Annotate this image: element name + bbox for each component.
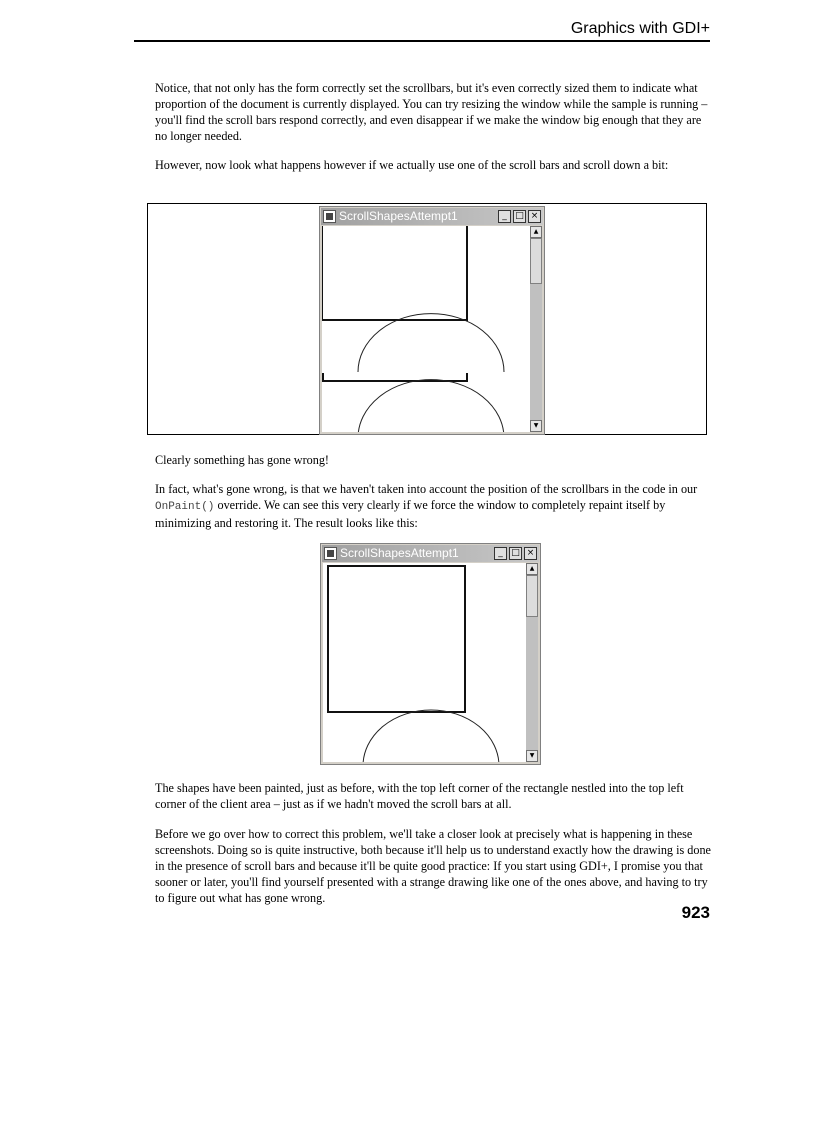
scroll-thumb[interactable]: [526, 575, 538, 617]
vertical-scrollbar[interactable]: [530, 226, 542, 432]
running-header-title: Graphics with GDI+: [570, 20, 710, 37]
window-app-icon[interactable]: [323, 210, 336, 223]
paragraph-shapes-painted: The shapes have been painted, just as before, with the top left corner of the rectangle nestled into the top left corner of the client area – just as if we hadn't moved the scroll bars at all.: [155, 781, 684, 811]
paragraph-scrollbars-sized: Notice, that not only has the form correctly set the scrollbars, but it's even correctly sized them to indicate what proportion of the document is currently displayed. You can try resizing the window while the sample is running – you'll find the scroll bars respond correctly, and even disappear if we make the window big enough that they are no longer needed.: [155, 81, 708, 143]
close-button[interactable]: ×: [524, 547, 537, 560]
repainted-shapes: [323, 563, 526, 762]
paragraph-something-wrong: Clearly something has gone wrong!: [155, 453, 329, 467]
window-title: ScrollShapesAttempt1: [340, 546, 459, 560]
ellipse-arc-shape: [358, 314, 504, 372]
page-number: 923: [681, 903, 710, 922]
figure-1-window: [319, 206, 545, 435]
maximize-button[interactable]: □: [509, 547, 522, 560]
paragraph-scroll-down: However, now look what happens however if we actually use one of the scroll bars and scroll down a bit:: [155, 158, 669, 172]
close-button[interactable]: ×: [528, 210, 541, 223]
paragraph-text-end: override. We can see this very clearly if we force the window to completely repaint itself by minimizing and restoring it. The result looks like this:: [155, 498, 666, 530]
code-onpaint: OnPaint(): [155, 501, 215, 513]
header-rule: [134, 40, 710, 42]
window-title: ScrollShapesAttempt1: [339, 209, 458, 223]
paragraph-closer-look: Before we go over how to correct this problem, we'll take a closer look at precisely what is happening in these screenshots. Doing so is quite instructive, both because it'll help us to understand exactly how the drawing is done in the presence of scroll bars and because it'll be quite good practice: If you start using GDI+, I promise you that sooner or later, you'll find yourself presented with a strange drawing like one of the ones above, and having to try to figure out what has gone wrong.: [155, 827, 711, 905]
window-title-bar[interactable]: [321, 208, 543, 225]
figure-1-frame: [147, 203, 707, 435]
minimize-button[interactable]: _: [494, 547, 507, 560]
scroll-thumb[interactable]: [530, 238, 542, 284]
misdrawn-shapes: [322, 226, 530, 432]
window-app-icon[interactable]: [324, 547, 337, 560]
rectangle-shape: [328, 566, 465, 712]
client-area[interactable]: [322, 226, 530, 432]
scroll-down-arrow[interactable]: ▼: [526, 750, 538, 762]
repainted-ellipse-arc: [358, 380, 504, 432]
scroll-up-arrow[interactable]: ▲: [530, 226, 542, 238]
vertical-scrollbar[interactable]: [526, 563, 538, 762]
paragraph-onpaint-explanation: [155, 481, 715, 531]
repainted-rectangle-edge: [323, 373, 467, 381]
minimize-button[interactable]: _: [498, 210, 511, 223]
maximize-button[interactable]: □: [513, 210, 526, 223]
client-area[interactable]: [323, 563, 526, 762]
ellipse-arc-shape: [363, 710, 499, 762]
figure-2-window: [320, 543, 541, 765]
rectangle-shape: [322, 226, 467, 320]
window-title-bar[interactable]: [322, 545, 539, 562]
scroll-up-arrow[interactable]: ▲: [526, 563, 538, 575]
paragraph-text-start: In fact, what's gone wrong, is that we haven't taken into account the position of the scrollbars in the code in our: [155, 482, 698, 496]
scroll-down-arrow[interactable]: ▼: [530, 420, 542, 432]
